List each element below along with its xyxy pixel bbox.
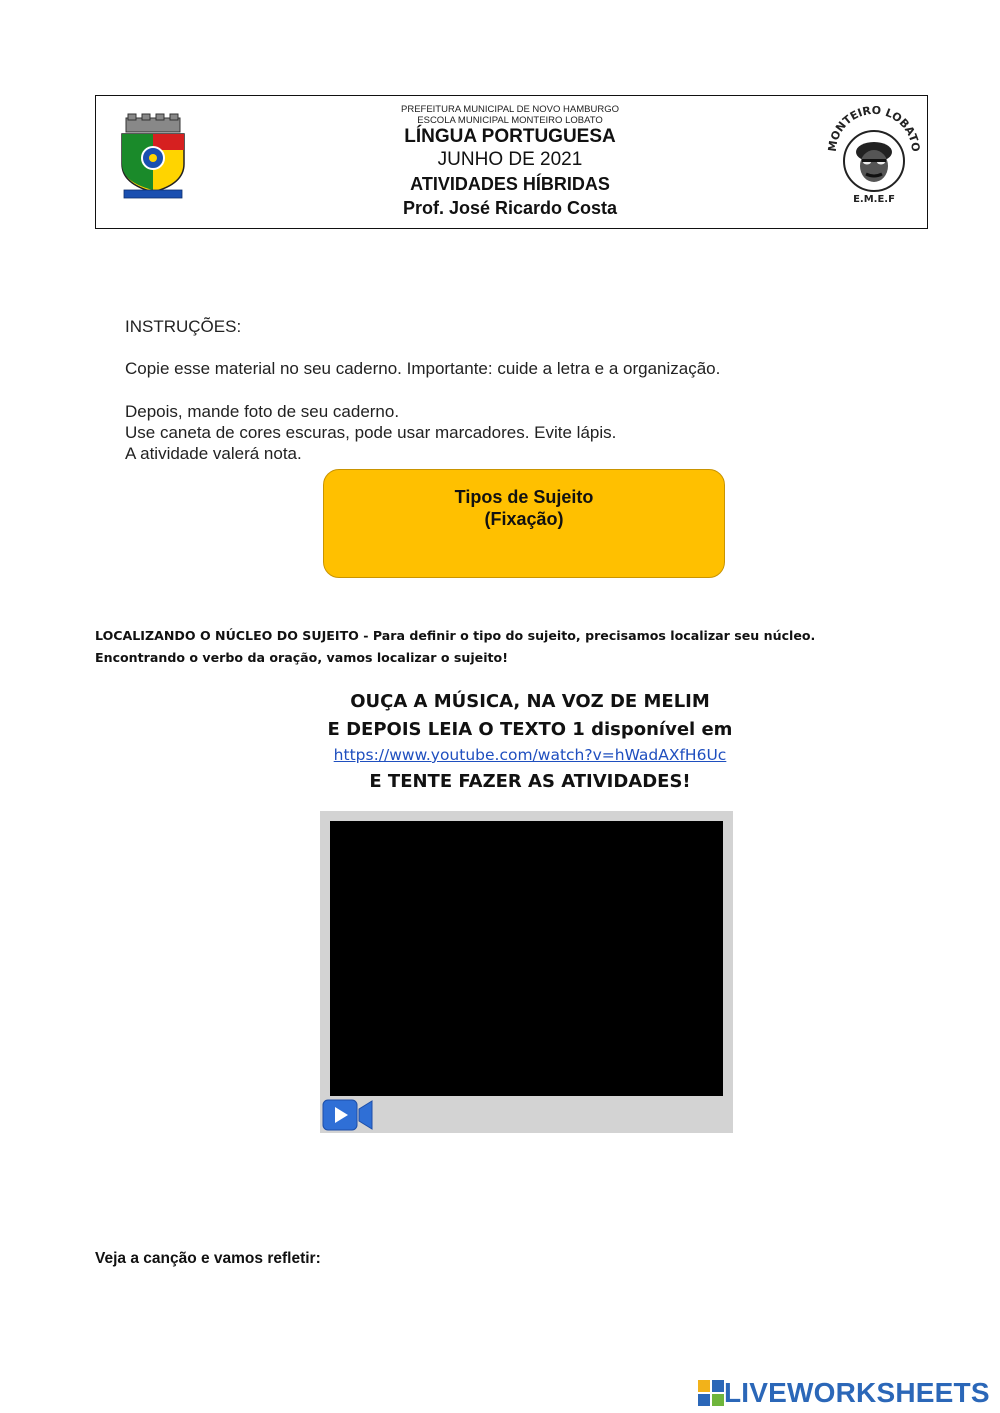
header-activity: ATIVIDADES HÍBRIDAS <box>410 174 610 194</box>
video-screen[interactable] <box>330 821 723 1096</box>
header-prefecture: PREFEITURA MUNICIPAL DE NOVO HAMBURGO <box>401 104 619 115</box>
instructions-line-4: A atividade valerá nota. <box>125 444 302 463</box>
instructions-line-1: Copie esse material no seu caderno. Importante: cuide a letra e a organização. <box>125 359 721 378</box>
watermark-text: LIVEWORKSHEETS <box>724 1377 990 1408</box>
liveworksheets-logo-icon <box>698 1380 724 1406</box>
header-teacher: Prof. José Ricardo Costa <box>402 198 618 218</box>
logo-bottom-text: E.M.E.F <box>853 194 895 205</box>
school-logo-icon <box>826 106 922 206</box>
liveworksheets-watermark <box>698 1376 990 1410</box>
topic-box <box>323 469 725 578</box>
topic-subtitle: (Fixação) <box>484 509 564 529</box>
logo-arc-text: MONTEIRO LOBATO <box>826 106 922 153</box>
music-line-1: OUÇA A MÚSICA, NA VOZ DE MELIM <box>350 691 710 712</box>
instructions-line-3: Use caneta de cores escuras, pode usar marcadores. Evite lápis. <box>125 423 617 442</box>
header-center <box>300 104 720 220</box>
header-school: ESCOLA MUNICIPAL MONTEIRO LOBATO <box>417 115 603 126</box>
header-date: JUNHO DE 2021 <box>437 149 583 170</box>
paragraph-line-2: Encontrando o verbo da oração, vamos localizar o sujeito! <box>95 650 508 665</box>
header-subject: LÍNGUA PORTUGUESA <box>404 126 616 147</box>
youtube-link[interactable]: https://www.youtube.com/watch?v=hWadAXfH6Uc <box>333 746 727 764</box>
city-crest-icon <box>118 112 188 202</box>
reflect-text: Veja a canção e vamos refletir: <box>95 1250 321 1267</box>
music-line-3: E TENTE FAZER AS ATIVIDADES! <box>369 771 691 792</box>
topic-title: Tipos de Sujeito <box>454 487 594 507</box>
instructions-title: INSTRUÇÕES: <box>125 317 242 336</box>
core-subject-paragraph <box>95 625 915 669</box>
music-instructions <box>230 688 830 796</box>
paragraph-line-1: LOCALIZANDO O NÚCLEO DO SUJEITO - Para definir o tipo do sujeito, precisamos localizar seu núcleo. <box>95 628 816 643</box>
music-line-2: E DEPOIS LEIA O TEXTO 1 disponível em <box>327 719 733 740</box>
instructions-line-2: Depois, mande foto de seu caderno. <box>125 402 400 421</box>
video-camera-icon[interactable] <box>322 1098 374 1132</box>
